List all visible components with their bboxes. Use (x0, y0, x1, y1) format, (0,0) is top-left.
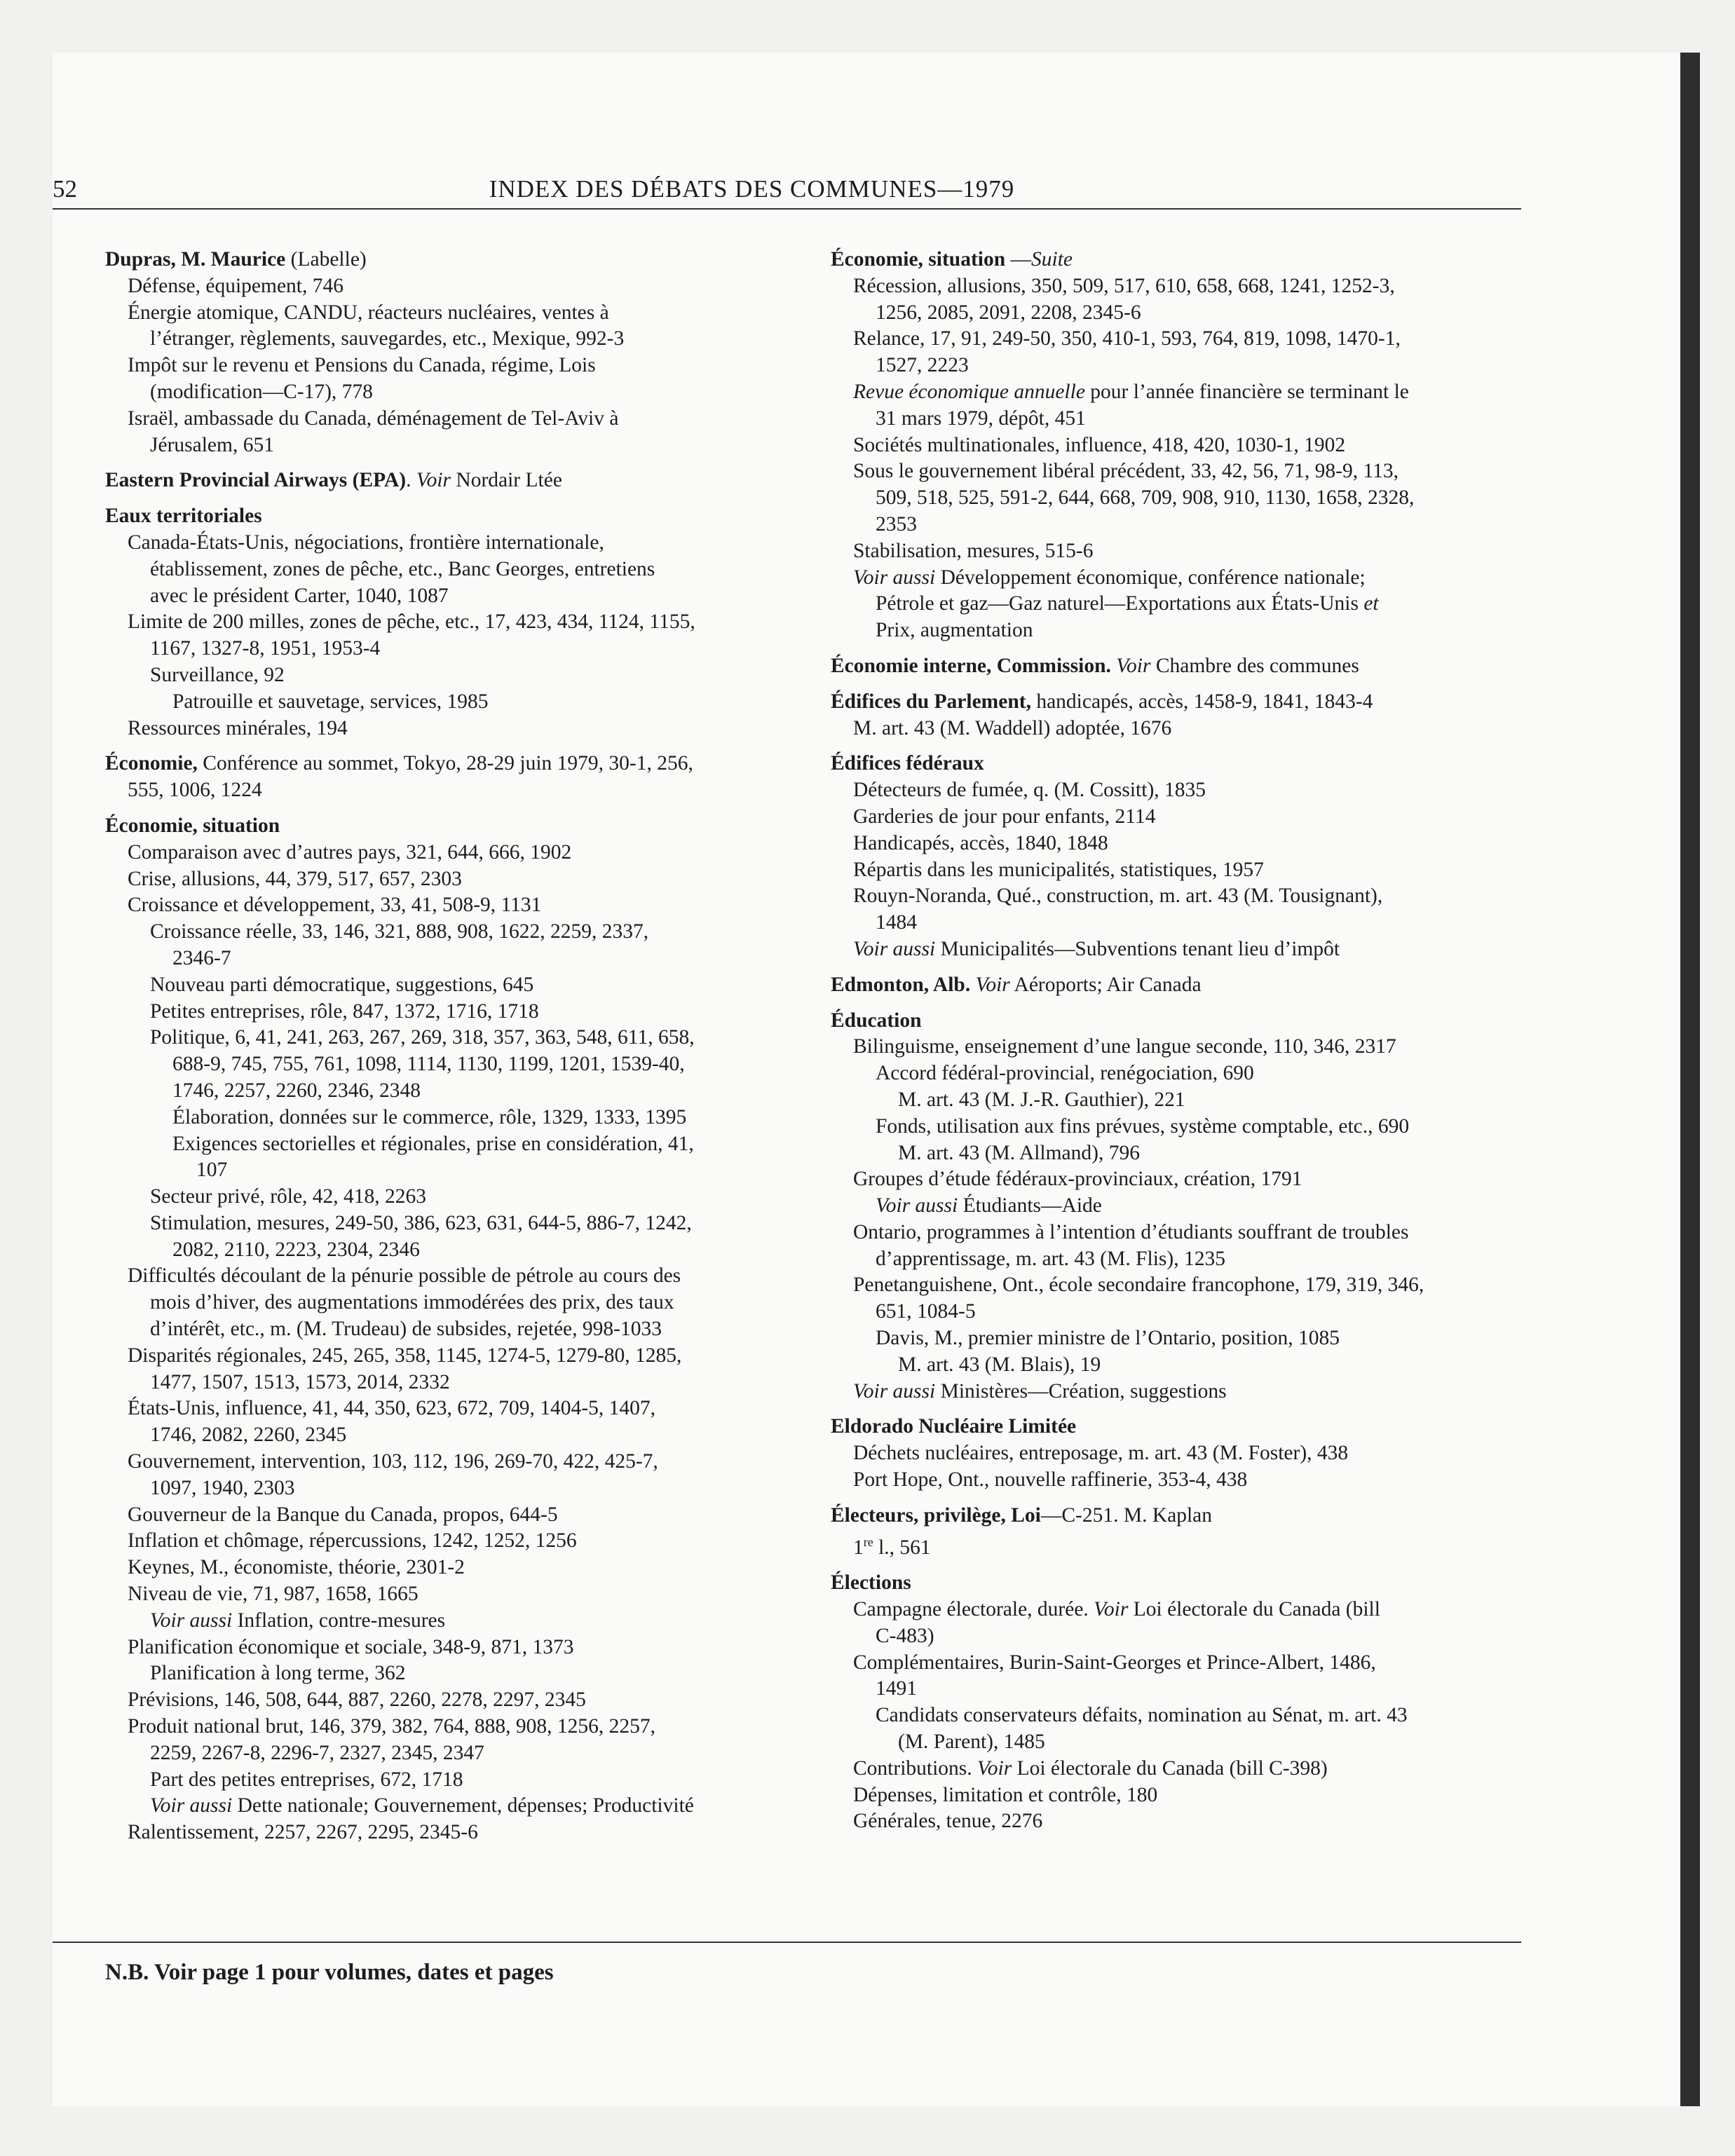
entry-text: 107 (196, 1159, 228, 1182)
index-subentry (105, 1157, 813, 1184)
entry-text: Canada-États-Unis, négociations, frontière internationale, (128, 531, 604, 554)
entry-text: Ontario, programmes à l’intention d’étudiants souffrant de troubles (853, 1220, 1409, 1243)
entry-text: 651, 1084-5 (876, 1300, 976, 1323)
header-rule (53, 208, 1521, 210)
entry-text: Croissance et développement, 33, 41, 508-9, 1131 (128, 894, 542, 917)
entry-text: 1484 (876, 911, 917, 934)
entry-text: Planification économique et sociale, 348-9, 871, 1373 (128, 1635, 574, 1658)
entry-text: 2259, 2267-8, 2296-7, 2327, 2345, 2347 (150, 1741, 484, 1764)
entry-text: Déchets nucléaires, entreposage, m. art. 43 (M. Foster), 438 (853, 1442, 1349, 1465)
index-subentry (105, 1078, 813, 1105)
entry-text: Stimulation, mesures, 249-50, 386, 623, 631, 644-5, 886-7, 1242, (150, 1211, 692, 1234)
index-subentry (105, 1740, 813, 1767)
entry-text: 1 (853, 1536, 864, 1559)
index-subentry (831, 458, 1539, 485)
index-entry-heading (831, 689, 1539, 716)
index-subentry (105, 353, 813, 379)
entry-term: Économie, situation (831, 248, 1006, 271)
entry-text: Nouveau parti démocratique, suggestions, 645 (150, 973, 534, 996)
entry-text: Bilinguisme, enseignement d’une langue seconde, 110, 346, 2317 (853, 1035, 1396, 1058)
entry-text: Défense, équipement, 746 (128, 274, 344, 297)
entry-text: Niveau de vie, 71, 987, 1658, 1665 (128, 1583, 419, 1606)
entry-text: 1256, 2085, 2091, 2208, 2345-6 (876, 301, 1141, 324)
entry-text: Petites entreprises, rôle, 847, 1372, 1716, 1718 (150, 999, 539, 1023)
entry-text: Rouyn-Noranda, Qué., construction, m. art. 43 (M. Tousignant), (853, 885, 1383, 908)
index-subentry (831, 406, 1539, 432)
index-subentry (105, 1290, 813, 1316)
cross-reference-marker: Suite (1031, 248, 1073, 271)
index-subentry (105, 999, 813, 1025)
binding-edge (1680, 53, 1700, 2106)
index-entry-heading (105, 751, 813, 777)
cross-reference-marker: Voir (975, 973, 1010, 996)
entry-text: Penetanguishene, Ont., école secondaire francophone, 179, 319, 346, (853, 1274, 1424, 1297)
index-subentry (831, 1299, 1539, 1325)
entry-text: re (863, 1534, 873, 1549)
index-subentry (831, 591, 1539, 618)
index-subentry (831, 1703, 1539, 1729)
index-subentry (831, 326, 1539, 353)
index-entry-heading (831, 653, 1539, 680)
entry-text: 1097, 1940, 2303 (150, 1476, 295, 1499)
entry-text: handicapés, accès, 1458-9, 1841, 1843-4 (1030, 690, 1373, 713)
index-subentry (105, 300, 813, 327)
entry-text: 1746, 2082, 2260, 2345 (150, 1424, 347, 1447)
index-subentry (831, 1166, 1539, 1193)
entry-text: Étudiants—Aide (958, 1194, 1102, 1217)
entry-text: Part des petites entreprises, 672, 1718 (150, 1768, 463, 1791)
index-entry (105, 247, 813, 458)
entry-text: Handicapés, accès, 1840, 1848 (853, 831, 1108, 854)
entry-term: Edmonton, Alb. (831, 973, 971, 996)
index-subentry (831, 1193, 1539, 1220)
index-subentry (831, 1114, 1539, 1140)
entry-text: Prix, augmentation (876, 619, 1033, 642)
index-subentry (831, 1379, 1539, 1405)
entry-text: Pétrole et gaz—Gaz naturel—Exportations aux États-Unis (876, 592, 1364, 615)
index-entry (831, 247, 1539, 644)
entry-text: 1491 (876, 1677, 917, 1700)
index-subentry (831, 538, 1539, 565)
cross-reference-marker: Voir (1094, 1598, 1129, 1621)
index-subentry (105, 777, 813, 804)
index-subentry (105, 1714, 813, 1740)
index-entry-heading (105, 468, 813, 494)
entry-text: Garderies de jour pour enfants, 2114 (853, 805, 1156, 828)
index-entry-heading (105, 813, 813, 840)
index-entry-heading (105, 503, 813, 530)
index-subentry (105, 583, 813, 610)
index-subentry (105, 1237, 813, 1264)
entry-text: M. art. 43 (M. Allmand), 796 (898, 1141, 1140, 1164)
entry-text: Fonds, utilisation aux fins prévues, système comptable, etc., 690 (876, 1114, 1410, 1138)
entry-text: Inflation et chômage, répercussions, 1242, 1252, 1256 (128, 1529, 577, 1553)
entry-text: Récession, allusions, 350, 509, 517, 610, 658, 668, 1241, 1252-3, (853, 274, 1395, 297)
entry-text: Élaboration, données sur le commerce, rôle, 1329, 1333, 1395 (172, 1105, 687, 1128)
index-subentry (831, 1756, 1539, 1782)
index-subentry (831, 1246, 1539, 1273)
index-subentry (105, 1396, 813, 1422)
entry-term: Élections (831, 1571, 911, 1595)
index-subentry (831, 936, 1539, 963)
entry-text: Développement économique, conférence nationale; (935, 566, 1366, 589)
entry-text: Dette nationale; Gouvernement, dépenses; Productivité (232, 1794, 694, 1817)
entry-text: Énergie atomique, CANDU, réacteurs nucléaires, ventes à (128, 301, 609, 324)
entry-text: Planification à long terme, 362 (150, 1662, 406, 1685)
entry-text: Ressources minérales, 194 (128, 716, 348, 739)
cross-reference-marker: Voir (977, 1756, 1012, 1780)
index-entry (105, 468, 813, 494)
index-subentry (831, 485, 1539, 512)
index-entry-heading (831, 751, 1539, 777)
entry-text: Comparaison avec d’autres pays, 321, 644, 666, 1902 (128, 840, 572, 864)
right-index-column (831, 247, 1539, 1844)
entry-text: Gouverneur de la Banque du Canada, propos, 644-5 (128, 1503, 558, 1526)
entry-text: Crise, allusions, 44, 379, 517, 657, 2303 (128, 867, 462, 890)
index-subentry (105, 1343, 813, 1370)
entry-text: Jérusalem, 651 (150, 433, 274, 456)
entry-text: . (406, 469, 416, 492)
cross-reference-marker: Voir aussi (853, 566, 936, 589)
index-subentry (105, 1316, 813, 1343)
index-entry (831, 653, 1539, 680)
entry-text: Candidats conservateurs défaits, nomination au Sénat, m. art. 43 (876, 1704, 1408, 1727)
index-subentry (831, 512, 1539, 538)
index-subentry (105, 1608, 813, 1635)
entry-text: Campagne électorale, durée. (853, 1598, 1094, 1621)
entry-text: Ministères—Création, suggestions (935, 1379, 1227, 1403)
entry-text: M. art. 43 (M. Blais), 19 (898, 1353, 1101, 1376)
entry-text: M. art. 43 (M. J.-R. Gauthier), 221 (898, 1088, 1185, 1111)
index-entry (105, 751, 813, 804)
index-subentry (831, 300, 1539, 327)
index-subentry (831, 716, 1539, 742)
entry-text: Répartis dans les municipalités, statistiques, 1957 (853, 858, 1264, 881)
index-subentry (105, 689, 813, 716)
entry-text: l., 561 (873, 1536, 931, 1559)
entry-text: Produit national brut, 146, 379, 382, 764, 888, 908, 1256, 2257, (128, 1715, 656, 1738)
entry-text: l’étranger, règlements, sauvegardes, etc., Mexique, 992-3 (150, 327, 625, 350)
index-subentry (831, 1060, 1539, 1087)
entry-text: M. art. 43 (M. Waddell) adoptée, 1676 (853, 716, 1172, 739)
entry-text: Contributions. (853, 1756, 978, 1780)
index-entry (831, 1414, 1539, 1493)
index-entry (831, 1503, 1539, 1561)
entry-text: (Labelle) (285, 248, 367, 271)
index-subentry (105, 273, 813, 300)
entry-text: 509, 518, 525, 591-2, 644, 668, 709, 908, 910, 1130, 1658, 2328, (876, 486, 1415, 510)
entry-term: Électeurs, privilège, Loi (831, 1503, 1041, 1527)
entry-text: Disparités régionales, 245, 265, 358, 1145, 1274-5, 1279-80, 1285, (128, 1344, 682, 1367)
entry-term: Économie, (105, 752, 198, 775)
cross-reference-marker: Voir (1116, 654, 1151, 677)
index-subentry (105, 1210, 813, 1237)
index-subentry (105, 530, 813, 557)
cross-reference-marker: Revue économique annuelle (853, 380, 1085, 403)
entry-text: Sociétés multinationales, influence, 418, 420, 1030-1, 1902 (853, 433, 1346, 456)
entry-term: Édifices fédéraux (831, 752, 984, 775)
entry-text: Secteur privé, rôle, 42, 418, 2263 (150, 1185, 427, 1208)
entry-text: — (1005, 248, 1031, 271)
entry-term: Édifices du Parlement, (831, 690, 1031, 713)
entry-text: Loi électorale du Canada (bill (1128, 1598, 1380, 1621)
entry-text (970, 974, 975, 996)
index-subentry (105, 1687, 813, 1714)
index-subentry (105, 840, 813, 866)
entry-text: Israël, ambassade du Canada, déménagement de Tel-Aviv à (128, 407, 619, 430)
left-index-column (105, 247, 813, 1855)
entry-text: Impôt sur le revenu et Pensions du Canada, régime, Lois (128, 354, 596, 377)
entry-text: Loi électorale du Canada (bill C-398) (1012, 1756, 1328, 1780)
index-subentry (831, 857, 1539, 884)
index-subentry (105, 1581, 813, 1608)
index-subentry (831, 1467, 1539, 1494)
index-subentry (105, 1820, 813, 1846)
index-entry-heading (831, 972, 1539, 999)
index-subentry (831, 1808, 1539, 1835)
entry-text: Détecteurs de fumée, q. (M. Cossitt), 1835 (853, 779, 1206, 802)
entry-text: Prévisions, 146, 508, 644, 887, 2260, 2278, 2297, 2345 (128, 1688, 586, 1712)
index-subentry (105, 1555, 813, 1581)
entry-text: Complémentaires, Burin-Saint-Georges et Prince-Albert, 1486, (853, 1651, 1376, 1674)
index-subentry (831, 565, 1539, 592)
footer-note: N.B. Voir page 1 pour volumes, dates et pages (105, 1960, 554, 1985)
index-subentry (831, 1272, 1539, 1299)
entry-text: 2346-7 (172, 946, 231, 969)
entry-text: Générales, tenue, 2276 (853, 1810, 1043, 1833)
cross-reference-marker: Voir aussi (853, 1379, 936, 1403)
index-subentry (831, 831, 1539, 857)
entry-text: Sous le gouvernement libéral précédent, 33, 42, 56, 71, 98-9, 113, (853, 460, 1399, 483)
cross-reference-marker: Voir aussi (876, 1194, 958, 1217)
index-subentry (831, 618, 1539, 644)
entry-term: Économie interne, Commission. (831, 654, 1111, 677)
entry-text: Groupes d’étude fédéraux-provinciaux, création, 1791 (853, 1168, 1302, 1191)
entry-text: Stabilisation, mesures, 515-6 (853, 539, 1094, 562)
index-subentry (105, 1502, 813, 1529)
entry-term: Eaux territoriales (105, 505, 262, 528)
index-subentry (831, 804, 1539, 831)
page-header (53, 175, 1521, 210)
entry-text: Patrouille et sauvetage, services, 1985 (172, 690, 489, 713)
entry-text: Chambre des communes (1150, 654, 1359, 677)
index-subentry (105, 557, 813, 583)
index-subentry (105, 1635, 813, 1661)
entry-text: (M. Parent), 1485 (898, 1731, 1045, 1754)
index-subentry (831, 1623, 1539, 1650)
entry-text: Relance, 17, 91, 249-50, 350, 410-1, 593, 764, 819, 1098, 1470-1, (853, 327, 1401, 350)
index-subentry (831, 777, 1539, 804)
index-subentry (831, 1529, 1539, 1562)
index-subentry (105, 1793, 813, 1820)
index-subentry (831, 1140, 1539, 1167)
index-subentry (105, 1263, 813, 1290)
index-subentry (105, 1131, 813, 1158)
entry-text: Nordair Ltée (451, 469, 562, 492)
entry-term: Économie, situation (105, 814, 280, 837)
index-entry-heading (831, 247, 1539, 273)
entry-text: 2353 (876, 512, 917, 535)
entry-term: Eastern Provincial Airways (EPA) (105, 469, 407, 492)
index-subentry (831, 1597, 1539, 1623)
entry-text: Difficultés découlant de la pénurie possible de pétrole au cours des (128, 1264, 681, 1288)
entry-text: d’apprentissage, m. art. 43 (M. Flis), 1235 (876, 1247, 1225, 1270)
entry-text: 555, 1006, 1224 (128, 779, 262, 802)
entry-text: 1746, 2257, 2260, 2346, 2348 (172, 1079, 421, 1102)
index-entry-heading (831, 1414, 1539, 1440)
entry-term: Éducation (831, 1009, 922, 1032)
index-subentry (831, 1440, 1539, 1467)
index-subentry (831, 910, 1539, 936)
index-subentry (105, 1051, 813, 1078)
entry-text: 688-9, 745, 755, 761, 1098, 1114, 1130, 1199, 1201, 1539-40, (172, 1053, 685, 1076)
index-subentry (105, 1184, 813, 1210)
entry-text: C-483) (876, 1624, 934, 1647)
index-subentry (105, 716, 813, 742)
index-subentry (105, 1528, 813, 1555)
index-subentry (831, 1087, 1539, 1114)
entry-text: Dépenses, limitation et contrôle, 180 (853, 1783, 1158, 1806)
cross-reference-marker: Voir aussi (150, 1609, 233, 1632)
index-subentry (105, 1475, 813, 1502)
index-subentry (831, 1676, 1539, 1703)
index-subentry (831, 1729, 1539, 1756)
index-subentry (831, 1220, 1539, 1246)
index-subentry (105, 636, 813, 662)
entry-text: 2082, 2110, 2223, 2304, 2346 (172, 1238, 420, 1261)
index-subentry (105, 946, 813, 972)
entry-text: Exigences sectorielles et régionales, prise en considération, 41, (172, 1132, 694, 1155)
entry-text: —C-251. M. Kaplan (1040, 1503, 1213, 1527)
index-subentry (105, 972, 813, 999)
entry-text: Ralentissement, 2257, 2267, 2295, 2345-6 (128, 1821, 478, 1844)
entry-text: pour l’année financière se terminant le (1084, 380, 1409, 403)
index-subentry (105, 1767, 813, 1794)
index-subentry (105, 1025, 813, 1051)
index-subentry (105, 1660, 813, 1687)
entry-text: Accord fédéral-provincial, renégociation, 690 (876, 1062, 1254, 1085)
entry-text: Surveillance, 92 (150, 663, 285, 686)
index-entry-heading (831, 1570, 1539, 1597)
entry-text: Politique, 6, 41, 241, 263, 267, 269, 318, 357, 363, 548, 611, 658, (150, 1026, 695, 1049)
index-subentry (105, 1422, 813, 1449)
entry-text: Keynes, M., économiste, théorie, 2301-2 (128, 1556, 465, 1579)
index-entry (831, 1570, 1539, 1835)
entry-text: Davis, M., premier ministre de l’Ontario, position, 1085 (876, 1327, 1340, 1350)
index-subentry (105, 1105, 813, 1131)
entry-text: Port Hope, Ont., nouvelle raffinerie, 353-4, 438 (853, 1468, 1248, 1492)
index-entry (831, 689, 1539, 742)
entry-term: Eldorado Nucléaire Limitée (831, 1415, 1077, 1438)
index-subentry (105, 662, 813, 689)
index-subentry (831, 432, 1539, 459)
footer-rule (53, 1942, 1521, 1943)
index-subentry (831, 379, 1539, 406)
index-entry (105, 813, 813, 1846)
index-subentry (831, 353, 1539, 379)
entry-text: d’intérêt, etc., m. (M. Trudeau) de subsides, rejetée, 998-1033 (150, 1318, 662, 1341)
index-subentry (831, 273, 1539, 300)
index-entry-heading (831, 1008, 1539, 1035)
entry-term: Dupras, M. Maurice (105, 248, 286, 271)
cross-reference-marker: et (1363, 592, 1379, 615)
cross-reference-marker: Voir (416, 469, 451, 492)
entry-text: mois d’hiver, des augmentations immodérées des prix, des taux (150, 1291, 674, 1314)
index-subentry (105, 379, 813, 406)
entry-text: Inflation, contre-mesures (232, 1609, 446, 1632)
entry-text: 1477, 1507, 1513, 1573, 2014, 2332 (150, 1370, 450, 1393)
entry-text: Croissance réelle, 33, 146, 321, 888, 908, 1622, 2259, 2337, (150, 920, 649, 943)
index-subentry (105, 609, 813, 636)
index-subentry (105, 892, 813, 919)
index-subentry (831, 1034, 1539, 1060)
index-subentry (105, 1449, 813, 1475)
index-entry (831, 751, 1539, 962)
entry-text: établissement, zones de pêche, etc., Banc Georges, entretiens (150, 557, 655, 580)
entry-text: Limite de 200 milles, zones de pêche, etc., 17, 423, 434, 1124, 1155, (128, 610, 695, 634)
index-subentry (105, 406, 813, 432)
entry-text: États-Unis, influence, 41, 44, 350, 623, 672, 709, 1404-5, 1407, (128, 1397, 655, 1420)
entry-text: Gouvernement, intervention, 103, 112, 196, 269-70, 422, 425-7, (128, 1450, 658, 1473)
index-entry (105, 503, 813, 742)
index-subentry (105, 1370, 813, 1396)
entry-text: 1167, 1327-8, 1951, 1953-4 (150, 637, 381, 660)
index-entry-heading (831, 1503, 1539, 1529)
page-number: 52 (53, 175, 77, 203)
entry-text: Municipalités—Subventions tenant lieu d’impôt (935, 937, 1340, 960)
entry-text: (modification—C-17), 778 (150, 380, 373, 403)
cross-reference-marker: Voir aussi (150, 1794, 233, 1817)
index-subentry (105, 919, 813, 946)
index-subentry (831, 1782, 1539, 1809)
index-subentry (105, 866, 813, 893)
cross-reference-marker: Voir aussi (853, 937, 936, 960)
entry-text: Conférence au sommet, Tokyo, 28-29 juin 1979, 30-1, 256, (197, 752, 693, 775)
entry-text: avec le président Carter, 1040, 1087 (150, 584, 449, 607)
index-subentry (831, 1352, 1539, 1379)
index-entry (831, 972, 1539, 999)
index-subentry (105, 432, 813, 459)
index-subentry (831, 1325, 1539, 1352)
index-entry-heading (105, 247, 813, 273)
index-subentry (105, 326, 813, 353)
running-title: INDEX DES DÉBATS DES COMMUNES—1979 (489, 175, 1015, 203)
index-entry (831, 1008, 1539, 1405)
entry-text: Aéroports; Air Canada (1009, 973, 1202, 996)
index-subentry (831, 1650, 1539, 1677)
entry-text: 31 mars 1979, dépôt, 451 (876, 407, 1086, 430)
entry-text: 1527, 2223 (876, 354, 969, 377)
index-subentry (831, 883, 1539, 910)
